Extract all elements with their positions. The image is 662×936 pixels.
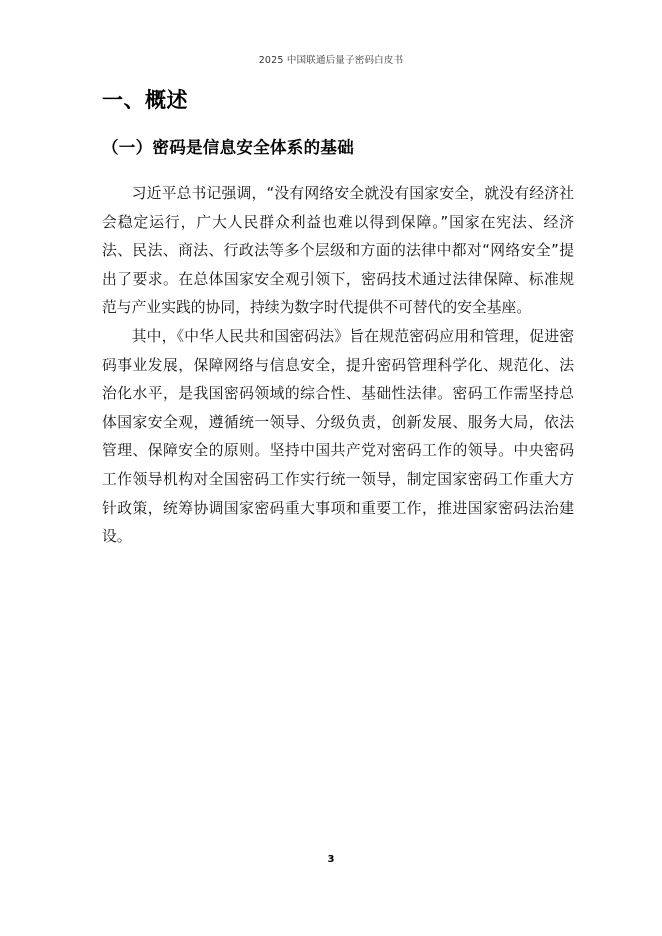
section-title: （一）密码是信息安全体系的基础 — [102, 138, 354, 157]
running-header: 2025 中国联通后量子密码白皮书 — [258, 55, 404, 66]
page-number: 3 — [327, 854, 335, 865]
paragraph-2: 其中，《中华人民共和国密码法》旨在规范密码应用和管理，促进密码事业发展，保障网络与信息安全，提升密码管理科学化、规范化、法治化水平，是我国密码领域的综合性、基础性法律。密码工作需坚持总体国家安全观，遵循统一领导、分级负责，创新发展、服务大局，依法管理、保障安全的原则。坚持中国共产党对密码工作的领导。中央密码工作领导机构对全国密码工作实行统一领导，制定国家密码工作重大方针政策，统筹协调国家密码重大事项和重要工作，推进国家密码法治建设。 — [102, 327, 574, 546]
body-text — [102, 180, 574, 552]
paragraph-1: 习近平总书记强调，“没有网络安全就没有国家安全，就没有经济社会稳定运行，广大人民群众利益也难以得到保障。”国家在宪法、经济法、民法、商法、行政法等多个层级和方面的法律中都对“网络安全”提出了要求。在总体国家安全观引领下，密码技术通过法律保障、标准规范与产业实践的协同，持续为数字时代提供不可替代的安全基座。 — [102, 185, 574, 317]
chapter-title: 一、概述 — [102, 88, 188, 112]
